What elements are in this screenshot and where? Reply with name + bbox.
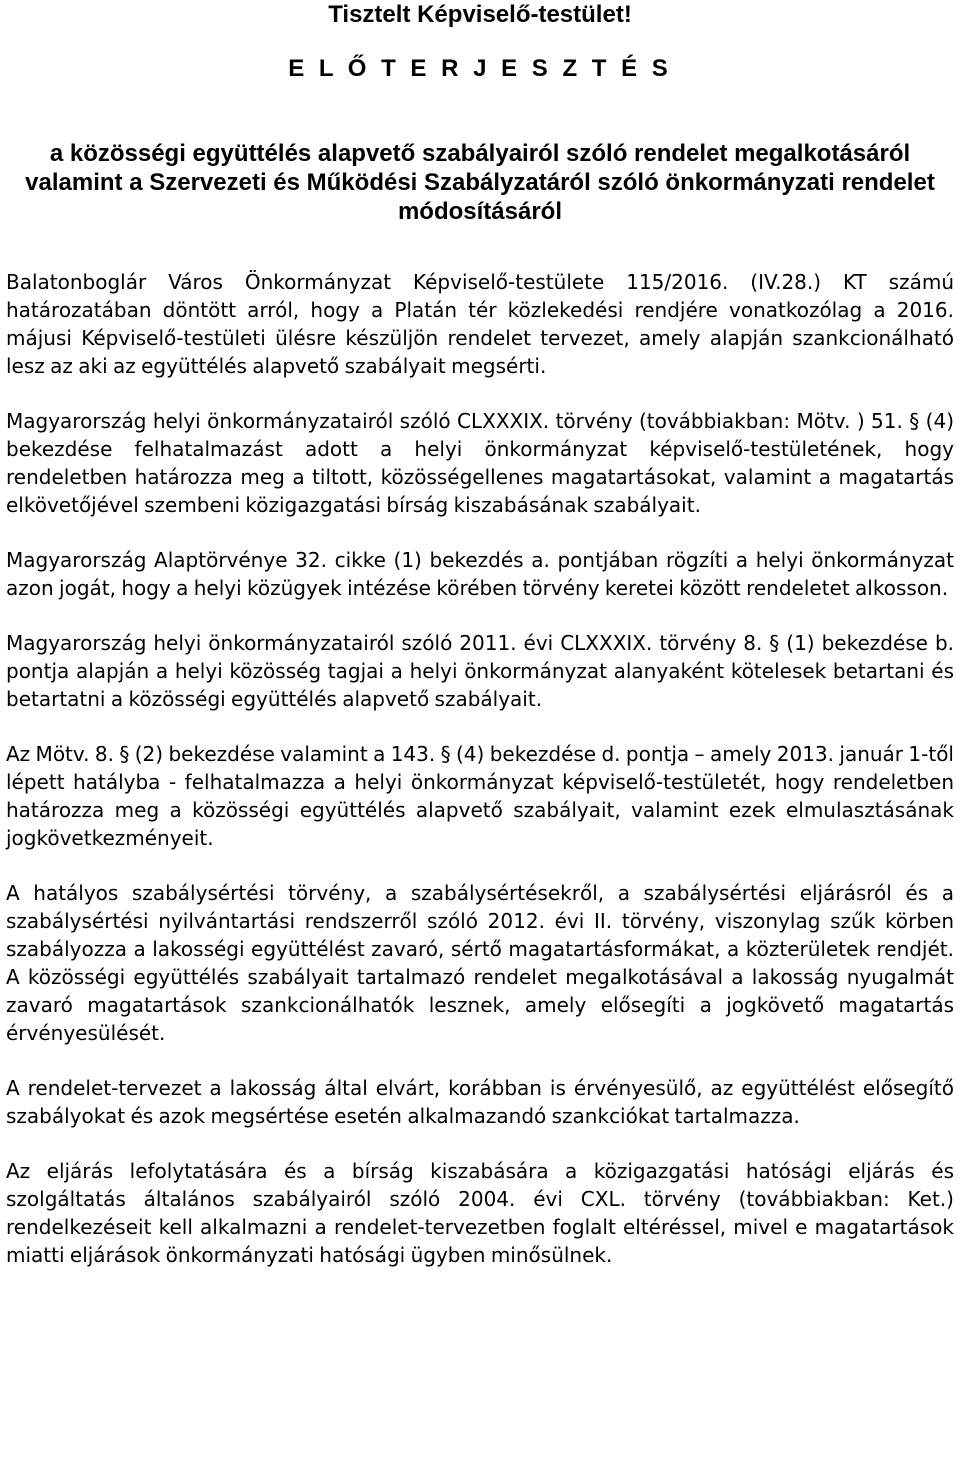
document-body xyxy=(6,268,954,1269)
document-type-heading: E L Ő T E R J E S Z T É S xyxy=(288,55,672,82)
paragraph-1: Balatonboglár Város Önkormányzat Képviselő-testülete 115/2016. (IV.28.) KT számú határozatában döntött arról, hogy a Platán tér közlekedési rendjére vonatkozólag a 2016. májusi Képviselő-testületi ülésre készüljön rendelet tervezet, amely alapján szankcionálható lesz az aki az együttélés alapvető szabályait megsérti. xyxy=(6,270,954,378)
paragraph-3: Magyarország Alaptörvénye 32. cikke (1) bekezdés a. pontjában rögzíti a helyi önkormányzat azon jogát, hogy a helyi közügyek intézése körében törvény keretei között rendeletet alkosson. xyxy=(6,548,954,600)
paragraph-2: Magyarország helyi önkormányzatairól szóló CLXXXIX. törvény (továbbiakban: Mötv. ) 51. § (4) bekezdése felhatalmazást adott a helyi önkormányzat képviselő-testületének, hogy rendeletben határozza meg a tiltott, közösségellenes magatartásokat, valamint a magatartás elkövetőjével szembeni közigazgatási bírság kiszabásának szabályait. xyxy=(6,409,954,517)
subject-heading: a közösségi együttélés alapvető szabályairól szóló rendelet megalkotásáról valamint a Szervezeti és Működési Szabályzatáról szóló önkormányzati rendelet módosításáról xyxy=(25,140,935,225)
paragraph-8: Az eljárás lefolytatására és a bírság kiszabására a közigazgatási hatósági eljárás és szolgáltatás általános szabályairól szóló 2004. évi CXL. törvény (továbbiakban: Ket.) rendelkezéseit kell alkalmazni a rendelet-tervezetben foglalt eltéréssel, mivel e magatartások miatti eljárások önkormányzati hatósági ügyben minősülnek. xyxy=(6,1159,954,1267)
greeting-heading: Tisztelt Képviselő-testület! xyxy=(328,1,632,28)
paragraph-7: A rendelet-tervezet a lakosság által elvárt, korábban is érvényesülő, az együttélést elősegítő szabályokat és azok megsértése esetén alkalmazandó szankciókat tartalmazza. xyxy=(6,1076,954,1128)
paragraph-6: A hatályos szabálysértési törvény, a szabálysértésekről, a szabálysértési eljárásról és a szabálysértési nyilvántartási rendszerről szóló 2012. évi II. törvény, viszonylag szűk körben szabályozza a lakosségi együttélést zavaró, sértő magatartásformákat, a közterületek rendjét. A közösségi együttélés szabályait tartalmazó rendelet megalkotásával a lakosság nyugalmát zavaró magatartások szankcionálhatók lesznek, amely elősegíti a jogkövető magatartás érvényesülését. xyxy=(6,881,954,1045)
paragraph-4: Magyarország helyi önkormányzatairól szóló 2011. évi CLXXXIX. törvény 8. § (1) bekezdése b. pontja alapján a helyi közösség tagjai a helyi önkormányzat alanyaként kötelesek betartani és betartatni a közösségi együttélés alapvető szabályait. xyxy=(6,631,954,711)
document-page xyxy=(6,0,954,1296)
paragraph-5: Az Mötv. 8. § (2) bekezdése valamint a 143. § (4) bekezdése d. pontja – amely 2013. január 1-től lépett hatályba - felhatalmazza a helyi önkormányzat képviselő-testületét, hogy rendeletben határozza meg a közösségi együttélés alapvető szabályait, valamint ezek elmulasztásának jogkövetkezményeit. xyxy=(6,742,954,850)
